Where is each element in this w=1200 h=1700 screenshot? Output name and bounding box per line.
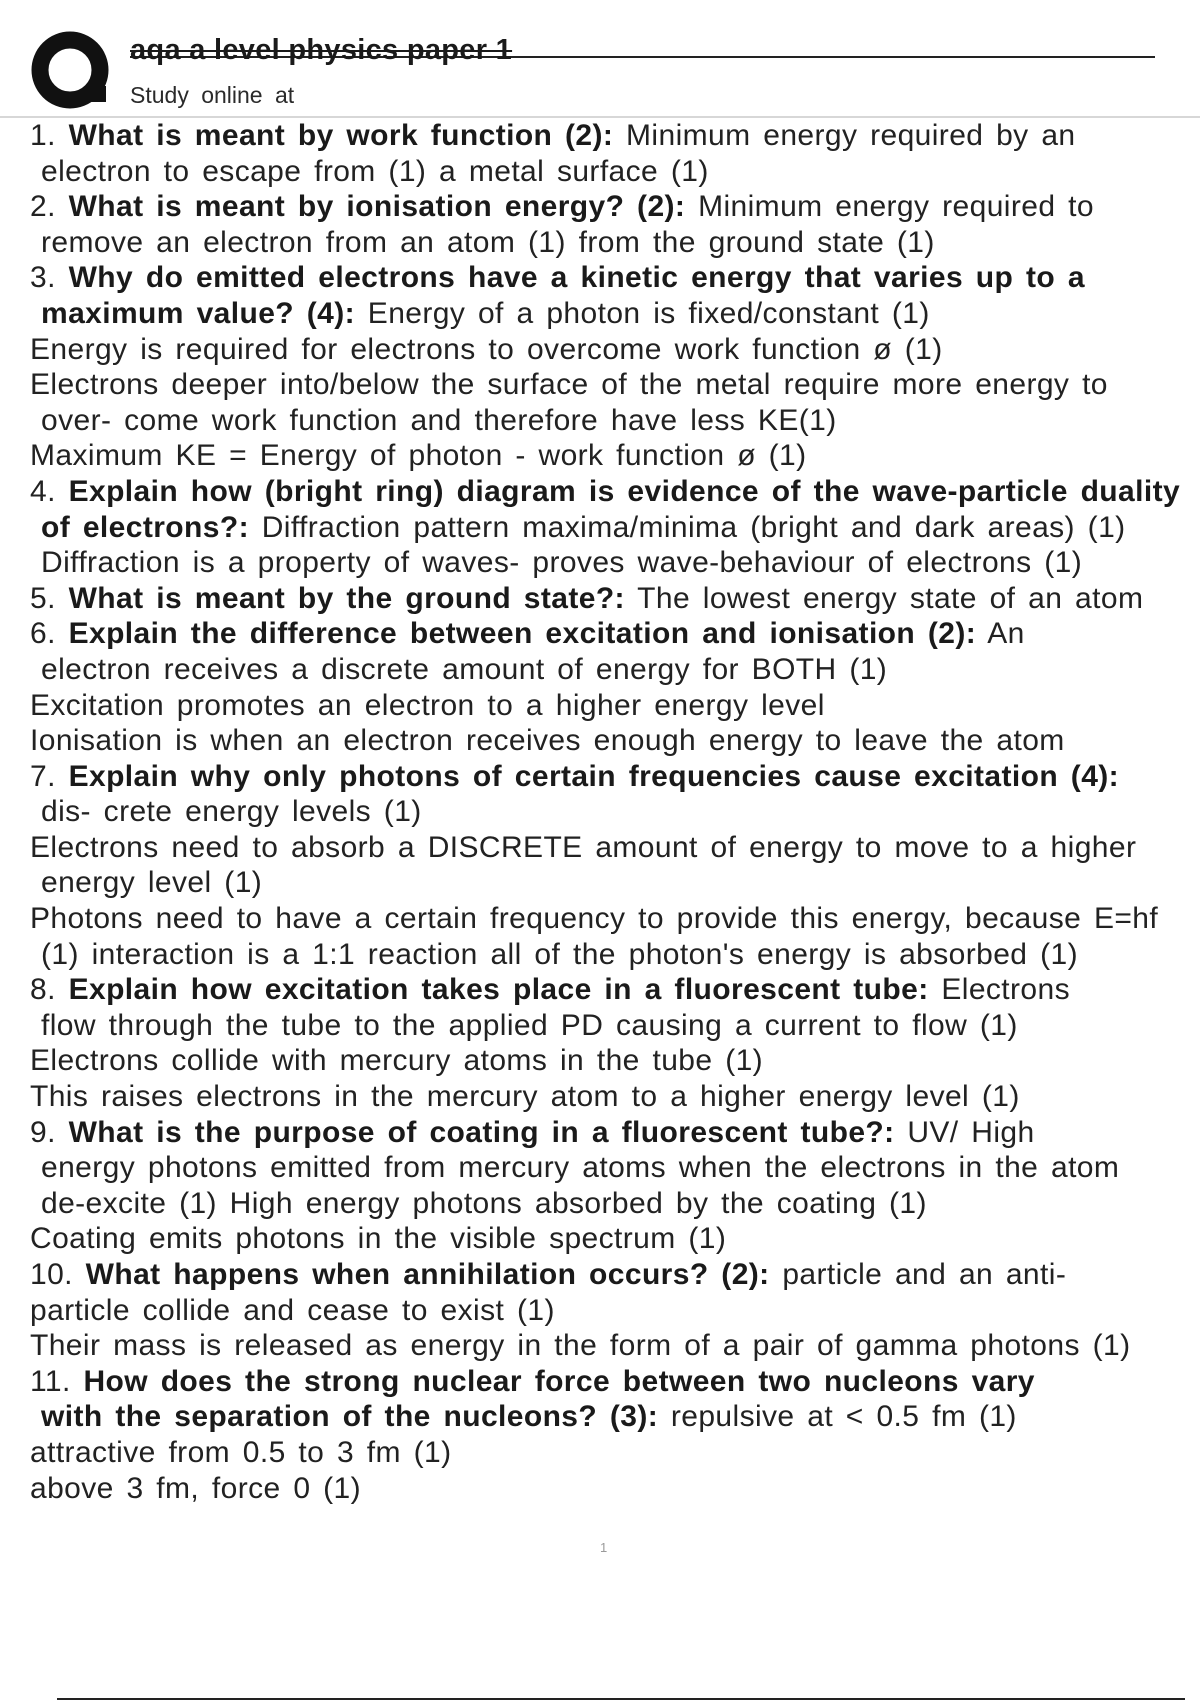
- answer-line: flow through the tube to the applied PD causing a current to flow (1): [41, 1008, 1018, 1042]
- question-text: Explain how excitation takes place in a fluorescent tube:: [68, 973, 929, 1007]
- list-item: [30, 759, 1198, 795]
- list-item: [30, 581, 1198, 617]
- list-item: [30, 1257, 1198, 1293]
- question-number: 8.: [30, 973, 56, 1007]
- question-list: [30, 118, 1198, 1518]
- question-text: What is the purpose of coating in a fluorescent tube?:: [68, 1115, 895, 1149]
- answer-text: particle and an anti-: [782, 1258, 1067, 1291]
- answer-line: Electrons collide with mercury atoms in the tube (1): [30, 1044, 764, 1078]
- question-text: How does the strong nuclear force between two nucleons vary: [83, 1364, 1035, 1398]
- answer-line: Coating emits photons in the visible spectrum (1): [30, 1222, 727, 1256]
- document-subtitle: Study online at: [130, 82, 295, 108]
- list-item: [30, 1115, 1198, 1151]
- question-number: 5.: [30, 581, 56, 615]
- answer-line: Their mass is released as energy in the form of a pair of gamma photons (1): [30, 1329, 1131, 1363]
- document-title: aqa a level physics paper 1: [130, 34, 513, 66]
- question-text: of electrons?:: [41, 510, 249, 544]
- list-item: [30, 1364, 1198, 1400]
- answer-line: de-excite (1) High energy photons absorbed by the coating (1): [41, 1186, 927, 1220]
- answer-line: This raises electrons in the mercury atom to a higher energy level (1): [30, 1080, 1020, 1114]
- question-text: Why do emitted electrons have a kinetic energy that varies up to a: [68, 261, 1085, 295]
- question-text: with the separation of the nucleons? (3):: [41, 1400, 659, 1434]
- question-number: 10.: [30, 1258, 73, 1291]
- page-header: [30, 30, 1155, 110]
- answer-text: The lowest energy state of an atom: [637, 581, 1144, 615]
- answer-line: Excitation promotes an electron to a higher energy level: [30, 688, 825, 722]
- question-number: 1.: [30, 119, 56, 152]
- answer-line: Electrons need to absorb a DISCRETE amount of energy to move to a higher: [30, 830, 1137, 864]
- question-continuation: [30, 1399, 1198, 1435]
- list-item: [30, 616, 1198, 652]
- answer-line: Diffraction is a property of waves- proves wave-behaviour of electrons (1): [41, 546, 1083, 580]
- question-continuation: [30, 510, 1198, 546]
- answer-line: dis- crete energy levels (1): [41, 795, 422, 829]
- question-text: What is meant by the ground state?:: [68, 581, 625, 615]
- list-item: [30, 189, 1198, 225]
- answer-line: Energy is required for electrons to overcome work function ø (1): [30, 332, 943, 366]
- question-number: 2.: [30, 190, 56, 224]
- answer-line: remove an electron from an atom (1) from the ground state (1): [41, 225, 935, 259]
- answer-line: over- come work function and therefore have less KE(1): [41, 403, 837, 437]
- question-number: 3.: [30, 261, 56, 295]
- answer-line: Electrons deeper into/below the surface of the metal require more energy to: [30, 368, 1108, 402]
- list-item: [30, 260, 1198, 296]
- answer-line: Photons need to have a certain frequency to provide this energy, because E=hf: [30, 902, 1159, 936]
- question-continuation: [30, 296, 1198, 332]
- answer-text: An: [987, 617, 1025, 651]
- answer-text: Minimum energy required by an: [626, 119, 1076, 152]
- question-number: 6.: [30, 617, 56, 651]
- question-number: 7.: [30, 759, 56, 793]
- answer-text: Diffraction pattern maxima/minima (bright and dark areas) (1): [261, 510, 1126, 544]
- answer-text: UV/ High: [907, 1115, 1035, 1149]
- question-number: 11.: [30, 1364, 71, 1398]
- answer-line: attractive from 0.5 to 3 fm (1): [30, 1435, 452, 1469]
- question-number: 9.: [30, 1115, 56, 1149]
- answer-line: electron to escape from (1) a metal surface (1): [41, 154, 709, 188]
- answer-text: repulsive at < 0.5 fm (1): [670, 1400, 1017, 1434]
- question-text: What is meant by ionisation energy? (2):: [68, 190, 686, 224]
- answer-line: Ionisation is when an electron receives enough energy to leave the atom: [30, 724, 1065, 758]
- list-item: [30, 118, 1198, 154]
- question-text: Explain why only photons of certain frequencies cause excitation (4):: [68, 759, 1120, 793]
- answer-line: energy photons emitted from mercury atoms when the electrons in the atom: [41, 1151, 1120, 1185]
- quizlet-logo-icon: [30, 30, 114, 114]
- question-text: Explain the difference between excitation and ionisation (2):: [68, 617, 977, 651]
- answer-line: electron receives a discrete amount of energy for BOTH (1): [41, 652, 888, 686]
- question-text: Explain how (bright ring) diagram is evidence of the wave-particle duality: [68, 474, 1181, 508]
- question-text: What happens when annihilation occurs? (2):: [85, 1258, 770, 1291]
- list-item: [30, 972, 1198, 1008]
- answer-text: Energy of a photon is fixed/constant (1): [367, 296, 930, 330]
- answer-text: Minimum energy required to: [698, 190, 1094, 224]
- answer-line: Maximum KE = Energy of photon - work function ø (1): [30, 439, 807, 473]
- answer-text: Electrons: [941, 973, 1070, 1007]
- page-number: 1: [600, 1540, 608, 1555]
- answer-line: particle collide and cease to exist (1): [30, 1293, 555, 1327]
- list-item: [30, 474, 1198, 510]
- answer-line: above 3 fm, force 0 (1): [30, 1471, 362, 1505]
- question-text: maximum value? (4):: [41, 296, 356, 330]
- question-number: 4.: [30, 474, 56, 508]
- answer-line: energy level (1): [41, 866, 263, 900]
- answer-line: (1) interaction is a 1:1 reaction all of the photon's energy is absorbed (1): [41, 937, 1078, 971]
- question-text: What is meant by work function (2):: [68, 119, 614, 152]
